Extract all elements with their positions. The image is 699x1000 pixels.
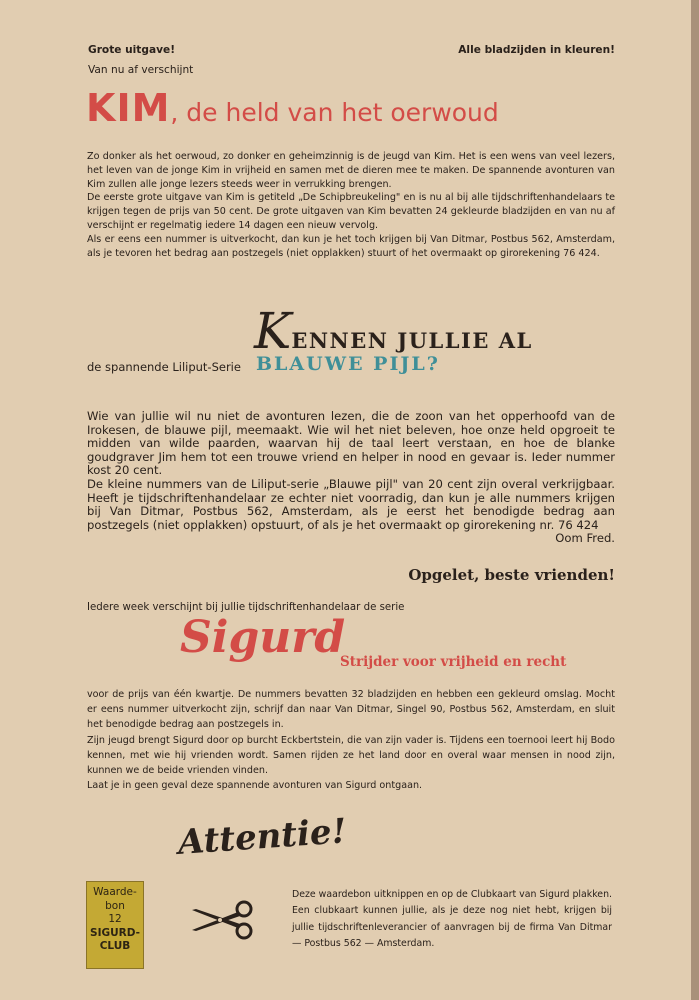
kim-title-rest: , de held van het oerwoud <box>170 98 499 127</box>
scissors-icon <box>186 900 258 944</box>
sigurd-intro: Iedere week verschijnt bij jullie tijdschriftenhandelaar de serie <box>87 602 405 613</box>
voucher-line-3: 12 <box>108 913 122 925</box>
pijl-series-name: BLAUWE PIJL? <box>256 353 440 375</box>
kim-paragraph-1: Zo donker als het oerwoud, zo donker en geheimzinnig is de jeugd van Kim. Het is een wens van veel lezers, het leven van de jonge Kim in vrijheid en samen met de dieren mee te maken. De spannende avonturen van Kim zullen alle jonge lezers steeds weer in verrukking brengen. <box>87 151 615 190</box>
pijl-initial: K <box>254 302 292 360</box>
attentie-text: Deze waardebon uitknippen en op de Clubkaart van Sigurd plakken. Een clubkaart kunnen jullie, als je deze nog niet hebt, krijgen bij jullie tijdschriftenleverancier of aanvragen bij de firma Van Ditmar — Postbus 562 — Amsterdam. <box>292 889 612 950</box>
kim-title-name: KIM <box>86 86 171 130</box>
kim-paragraph-3: Als er eens een nummer is uitverkocht, dan kun je het toch krijgen bij Van Ditmar, Postbus 562, Amsterdam, als je tevoren het bedrag aan postzegels (niet opplakken) stuurt of het overmaakt op girorekening 76 424. <box>87 233 615 259</box>
voucher-line-1: Waarde- <box>93 886 137 898</box>
attentie-heading: Attentie! <box>176 811 348 863</box>
pijl-prefix: de spannende Liliput-Serie <box>87 360 241 374</box>
pijl-paragraph-2: De kleine nummers van de Liliput-serie „Blauwe pijl" van 20 cent zijn overal verkrijgbaar. Heeft je tijdschriftenhandelaar ze echter niet voorradig, dan kun je alle nummers krijgen bij Van Ditmar, Postbus 562, Amsterdam, als je eerst het benodigde bedrag aan postzegels (niet opplakken) opstuurt, of als je het overmaakt op girorekening nr. 76 424 <box>87 476 615 532</box>
header-right: Alle bladzijden in kleuren! <box>458 44 615 56</box>
pijl-heading-rest: ENNEN JULLIE AL <box>291 328 533 353</box>
sigurd-subtitle: Strijder voor vrijheid en recht <box>340 654 567 670</box>
page-edge <box>691 0 699 1000</box>
header-subline: Van nu af verschijnt <box>88 64 194 76</box>
sigurd-title: Sigurd <box>180 612 346 663</box>
pijl-text <box>87 410 615 546</box>
pijl-heading <box>254 302 533 360</box>
pijl-signature: Oom Fred. <box>555 531 615 546</box>
voucher-line-2: bon <box>105 899 125 912</box>
sigurd-paragraph-1: voor de prijs van één kwartje. De nummers bevatten 32 bladzijden en hebben een gekleurd omslag. Mocht er eens nummer uitverkocht zijn, schrijf dan naar Van Ditmar, Singel 90, Postbus 562, Amsterdam, en sluit het benodigde bedrag aan postzegels in. <box>87 689 615 731</box>
kim-text <box>87 150 615 260</box>
voucher-line-4: SIGURD- <box>90 926 140 939</box>
sigurd-attention: Opgelet, beste vrienden! <box>408 566 615 584</box>
sigurd-paragraph-2: Zijn jeugd brengt Sigurd door op burcht Eckbertstein, die van zijn vader is. Tijdens een toernooi leert hij Bodo kennen, met wie hij vrienden wordt. Samen rijden ze het land door en overal waar mensen in nood zijn, kunnen we de beide vrienden vinden. <box>87 734 615 777</box>
voucher-box <box>86 881 144 969</box>
kim-title <box>86 86 499 130</box>
voucher-line-5: CLUB <box>99 940 131 952</box>
header-left: Grote uitgave! <box>88 44 176 56</box>
sigurd-text <box>87 687 615 793</box>
sigurd-paragraph-3: Laat je in geen geval deze spannende avonturen van Sigurd ontgaan. <box>87 780 423 792</box>
pijl-paragraph-1: Wie van jullie wil nu niet de avonturen lezen, die de zoon van het opperhoofd van de Irokesen, de blauwe pijl, meemaakt. Wie wil het niet beleven, hoe onze held opgroeit te midden van wilde paarden, waarvan hij de taal leert verstaan, en hoe de blanke goudgraver Jim hem tot een trouwe vriend en helper in nood en gevaar is. Ieder nummer kost 20 cent. <box>87 409 615 478</box>
kim-paragraph-2: De eerste grote uitgave van Kim is getiteld „De Schipbreukeling" en is nu al bij alle tijdschriftenhandelaars te krijgen tegen de prijs van 50 cent. De grote uitgaven van Kim bevatten 24 gekleurde bladzijden en van nu af verschijnt er regelmatig iedere 14 dagen een nieuw vervolg. <box>87 192 615 231</box>
